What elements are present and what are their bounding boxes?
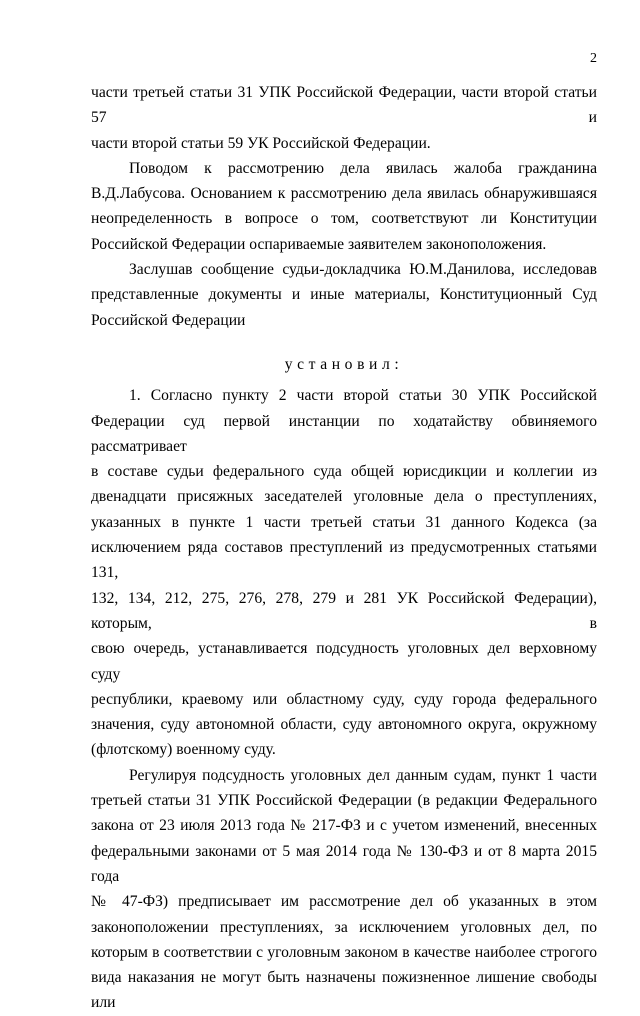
text-line: федеральными законами от 5 мая 2014 года № 130-ФЗ и от 8 марта 2015 года [91,842,597,885]
text-line: В.Д.Лабусова. Основанием к рассмотрению дела явилась обнаружившаяся [91,185,597,203]
text-line: исключением ряда составов преступлений из предусмотренных статьями 131, [91,539,597,582]
text-line: республики, краевому или областному суду, суду города федерального [91,690,597,708]
text-line: указанных в пункте 1 части третьей статьи 31 данного Кодекса (за [91,513,597,531]
page-number: 2 [590,51,597,66]
text-line: части второй статьи 59 УК Российской Федерации. [91,134,431,152]
text-line: законоположении преступлениях, за исключением уголовных дел, по [91,918,597,936]
text-line: Федерации суд первой инстанции по ходатайству обвиняемого рассматривает [91,412,597,455]
text-line: Заслушав сообщение судьи-докладчика Ю.М.Данилова, исследовав [129,261,597,279]
text-line: 132, 134, 212, 275, 276, 278, 279 и 281 УК Российской Федерации), которым, в [91,589,597,632]
text-line: Российской Федерации оспариваемые заявителем законоположения. [91,235,547,253]
text-line: Регулируя подсудность уголовных дел данным судам, пункт 1 части [129,766,597,784]
text-line: которым в соответствии с уголовным законом в качестве наиболее строгого [91,943,597,961]
text-line: вида наказания не могут быть назначены пожизненное лишение свободы или [91,969,597,1012]
text-line: третьей статьи 31 УПК Российской Федерации (в редакции Федерального [91,792,597,810]
text-line: закона от 23 июля 2013 года № 217-ФЗ и с учетом изменений, внесенных [91,817,597,835]
text-line: № 47-ФЗ) предписывает им рассмотрение дел об указанных в этом [91,893,597,911]
text-line: 1. Согласно пункту 2 части второй статьи 30 УПК Российской [129,387,597,405]
text-line: свою очередь, устанавливается подсудность уголовных дел верховному суду [91,640,597,683]
text-line: представленные документы и иные материалы, Конституционный Суд [91,286,597,304]
document-body [91,80,597,1016]
text-line: Российской Федерации [91,311,246,329]
text-line: в составе судьи федерального суда общей юрисдикции и коллегии из [91,463,597,481]
text-line: двенадцати присяжных заседателей уголовные дела о преступлениях, [91,488,597,506]
text-line: части третьей статьи 31 УПК Российской Федерации, части второй статьи 57 и [91,84,597,127]
text-line: (флотскому) военному суду. [91,741,276,759]
text-line: Поводом к рассмотрению дела явилась жалоба гражданина [129,159,597,177]
text-line: неопределенность в вопросе о том, соответствуют ли Конституции [91,210,597,228]
text-line: значения, суду автономной области, суду автономного округа, окружному [91,716,597,734]
section-heading: установил: [284,355,404,373]
